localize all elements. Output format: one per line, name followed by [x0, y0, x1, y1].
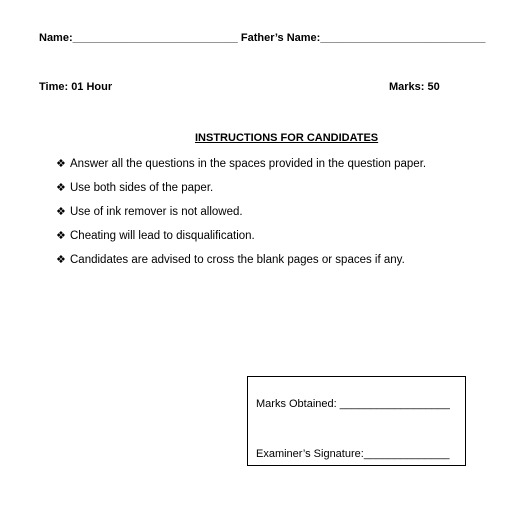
instruction-item — [56, 228, 426, 252]
instruction-item — [56, 180, 426, 204]
name-fields-line: Name:___________________________ Father’s Name:___________________________ — [39, 32, 486, 44]
diamond-bullet-icon: ❖ — [56, 230, 66, 242]
instruction-text: Use of ink remover is not allowed. — [70, 206, 243, 218]
instruction-item — [56, 204, 426, 228]
instruction-text: Candidates are advised to cross the blank pages or spaces if any. — [70, 254, 405, 266]
instructions-heading: INSTRUCTIONS FOR CANDIDATES — [195, 132, 379, 144]
diamond-bullet-icon: ❖ — [56, 158, 66, 170]
instruction-text: Answer all the questions in the spaces provided in the question paper. — [70, 158, 427, 170]
diamond-bullet-icon: ❖ — [56, 254, 66, 266]
examiner-box — [247, 376, 466, 466]
marks-obtained-field: Marks Obtained: __________________ — [256, 398, 450, 410]
diamond-bullet-icon: ❖ — [56, 182, 66, 194]
time-label: Time: 01 Hour — [39, 81, 113, 93]
instruction-item — [56, 156, 426, 180]
instruction-text: Cheating will lead to disqualification. — [70, 230, 255, 242]
examiner-signature-field: Examiner’s Signature:______________ — [256, 448, 450, 460]
instruction-item — [56, 252, 426, 276]
instruction-text: Use both sides of the paper. — [70, 182, 214, 194]
diamond-bullet-icon: ❖ — [56, 206, 66, 218]
instructions-list — [56, 156, 426, 276]
marks-label: Marks: 50 — [389, 81, 440, 93]
